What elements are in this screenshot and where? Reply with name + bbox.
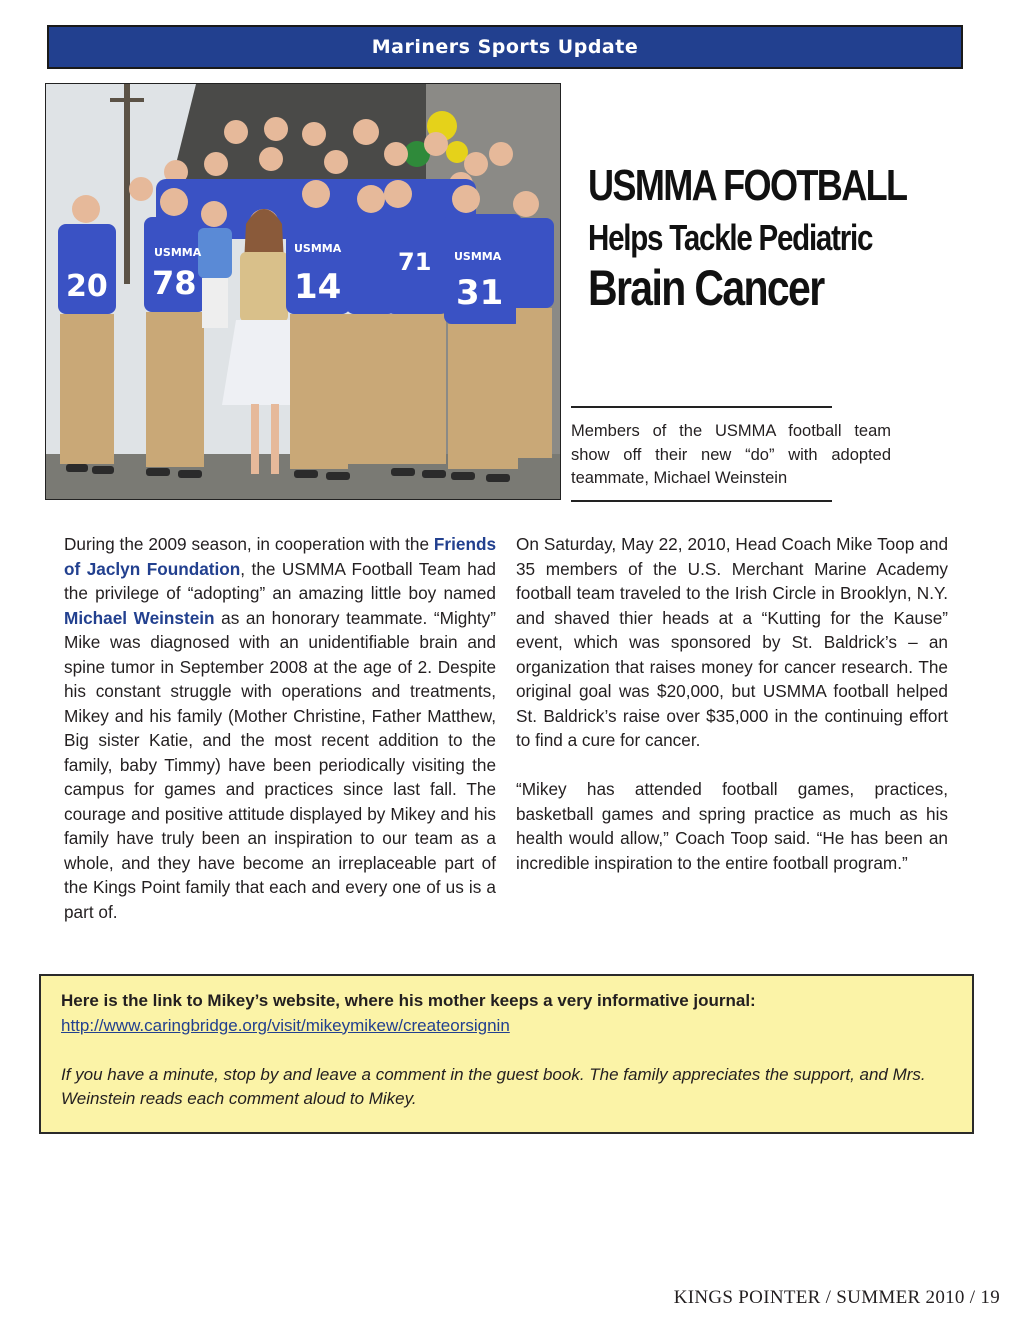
article-column-left xyxy=(64,532,496,949)
jersey-lettering: USMMA xyxy=(154,246,202,259)
jersey-lettering: USMMA xyxy=(294,242,342,255)
jersey-number-71: 71 xyxy=(398,248,432,276)
jersey-number-20: 20 xyxy=(66,269,108,304)
friends-of-jaclyn-link[interactable]: Friends of Jaclyn Foundation xyxy=(64,534,496,579)
headline-line-3: Brain Cancer xyxy=(588,260,824,316)
team-photo xyxy=(45,83,561,500)
info-box-intro: Here is the link to Mikey’s website, where his mother keeps a very informative journal: xyxy=(61,991,756,1010)
jersey-lettering: USMMA xyxy=(454,250,502,263)
article-paragraph: “Mikey has attended football games, practices, basketball games and spring practice as much as his health would allow,” Coach Toop said. “He has been an incredible inspiration to the entire football program.” xyxy=(516,779,948,873)
article-text: , the USMMA Football Team had the privilege of “adopting” an amazing little boy named xyxy=(64,558,496,603)
headline-line-1: USMMA FOOTBALL xyxy=(588,161,907,210)
info-box xyxy=(39,974,974,1134)
banner-title: Mariners Sports Update xyxy=(371,36,639,58)
info-box-note: If you have a minute, stop by and leave a comment in the guest book. The family appreciates the support, and Mrs. Weinstein reads each comment aloud to Mikey. xyxy=(61,1064,926,1108)
michael-weinstein-link[interactable]: Michael Weinstein xyxy=(64,607,215,628)
article-paragraph: On Saturday, May 22, 2010, Head Coach Mike Toop and 35 members of the U.S. Merchant Marine Academy football team traveled to the Irish Circle in Brooklyn, N.Y. and shaved thier heads at a “Kutting for the Kause” event, which was sponsored by St. Baldrick’s – an organization that raises money for cancer research. The original goal was $20,000, but USMMA football helped St. Baldrick’s raise over $35,000 in the continuing effort to find a cure for cancer. xyxy=(516,534,948,750)
jersey-number-14: 14 xyxy=(294,267,342,307)
photo-caption: Members of the USMMA football team show off their new “do” with adopted teammate, Michael Weinstein xyxy=(571,422,891,487)
headline-line-2: Helps Tackle Pediatric xyxy=(588,217,873,258)
section-banner xyxy=(47,25,963,69)
page-footer: KINGS POINTER / SUMMER 2010 / 19 xyxy=(673,1287,1000,1308)
article-paragraph xyxy=(64,532,496,924)
caption-rule-bottom xyxy=(571,500,832,502)
jersey-number-31: 31 xyxy=(456,273,504,313)
jersey-number-78: 78 xyxy=(152,264,197,302)
article-column-right xyxy=(516,532,948,900)
article-text: as an honorary teammate. “Mighty” Mike was diagnosed with an unidentifiable brain and spine tumor in September 2008 at the age of 2. Despite his constant struggle with operations and treatments, Mikey and his family (Mother Christine, Father Matthew, Big sister Katie, and the most recent addition to the family, baby Timmy) have been periodically visiting the campus for games and practices since last fall. The courage and positive attitude displayed by Mikey and his family have truly been an inspiration to our team as a whole, and they have become an irreplaceable part of the Kings Point family that each and every one of us is a part of. xyxy=(64,607,496,922)
article-text: During the 2009 season, in cooperation with the xyxy=(64,534,434,554)
headline xyxy=(588,162,988,316)
caringbridge-link[interactable]: http://www.caringbridge.org/visit/mikeymikew/createorsignin xyxy=(61,1015,510,1035)
caption-rule-top xyxy=(571,406,832,408)
